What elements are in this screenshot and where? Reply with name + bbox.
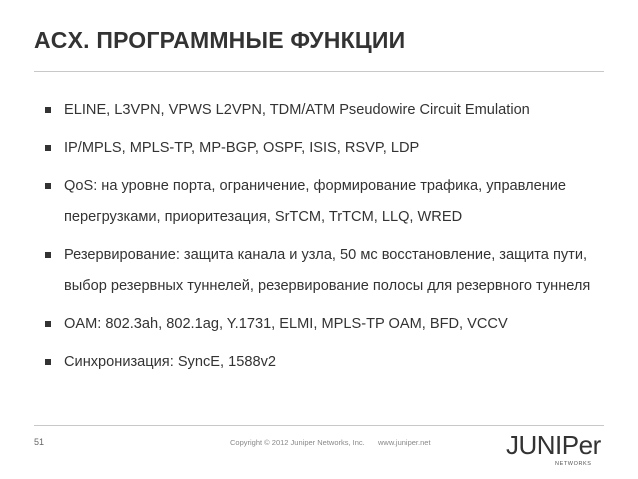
bullet-item: [44, 240, 614, 302]
bullet-text: Синхронизация: SyncE, 1588v2: [64, 354, 276, 370]
bullet-marker-icon: [45, 321, 51, 327]
bullet-text: ELINE, L3VPN, VPWS L2VPN, TDM/ATM Pseudowire Circuit Emulation: [64, 102, 530, 118]
bullet-item: [44, 309, 614, 340]
logo-subtext: NETWORKS: [555, 461, 592, 467]
bullet-item: [44, 347, 614, 378]
bullet-text: QoS: на уровне порта, ограничение, формирование трафика, управление перегрузками, приоритезация, SrTCM, TrTCM, LLQ, WRED: [64, 178, 567, 225]
footer-divider: [34, 425, 604, 426]
juniper-logo: [505, 428, 603, 470]
title-divider: [34, 71, 604, 72]
bullet-text: OAM: 802.3ah, 802.1ag, Y.1731, ELMI, MPLS-TP OAM, BFD, VCCV: [64, 316, 508, 332]
footer-url: www.juniper.net: [378, 438, 431, 447]
bullet-marker-icon: [45, 252, 51, 258]
page-number: 51: [34, 437, 45, 447]
bullet-marker-icon: [45, 145, 51, 151]
logo-wordmark: JUNIPer: [506, 430, 601, 460]
slide-title: ACX. ПРОГРАММНЫЕ ФУНКЦИИ: [34, 27, 406, 53]
copyright-text: Copyright © 2012 Juniper Networks, Inc.: [230, 438, 365, 447]
bullet-marker-icon: [45, 183, 51, 189]
bullet-item: [44, 171, 614, 233]
bullet-item: [44, 95, 614, 126]
bullet-marker-icon: [45, 359, 51, 365]
bullet-item: [44, 133, 614, 164]
bullet-marker-icon: [45, 107, 51, 113]
bullet-list: [44, 95, 614, 385]
bullet-text: IP/MPLS, MPLS-TP, MP-BGP, OSPF, ISIS, RSVP, LDP: [64, 140, 420, 156]
bullet-text: Резервирование: защита канала и узла, 50 мс восстановление, защита пути, выбор резервных туннелей, резервирование полосы для резервного туннеля: [64, 247, 591, 294]
